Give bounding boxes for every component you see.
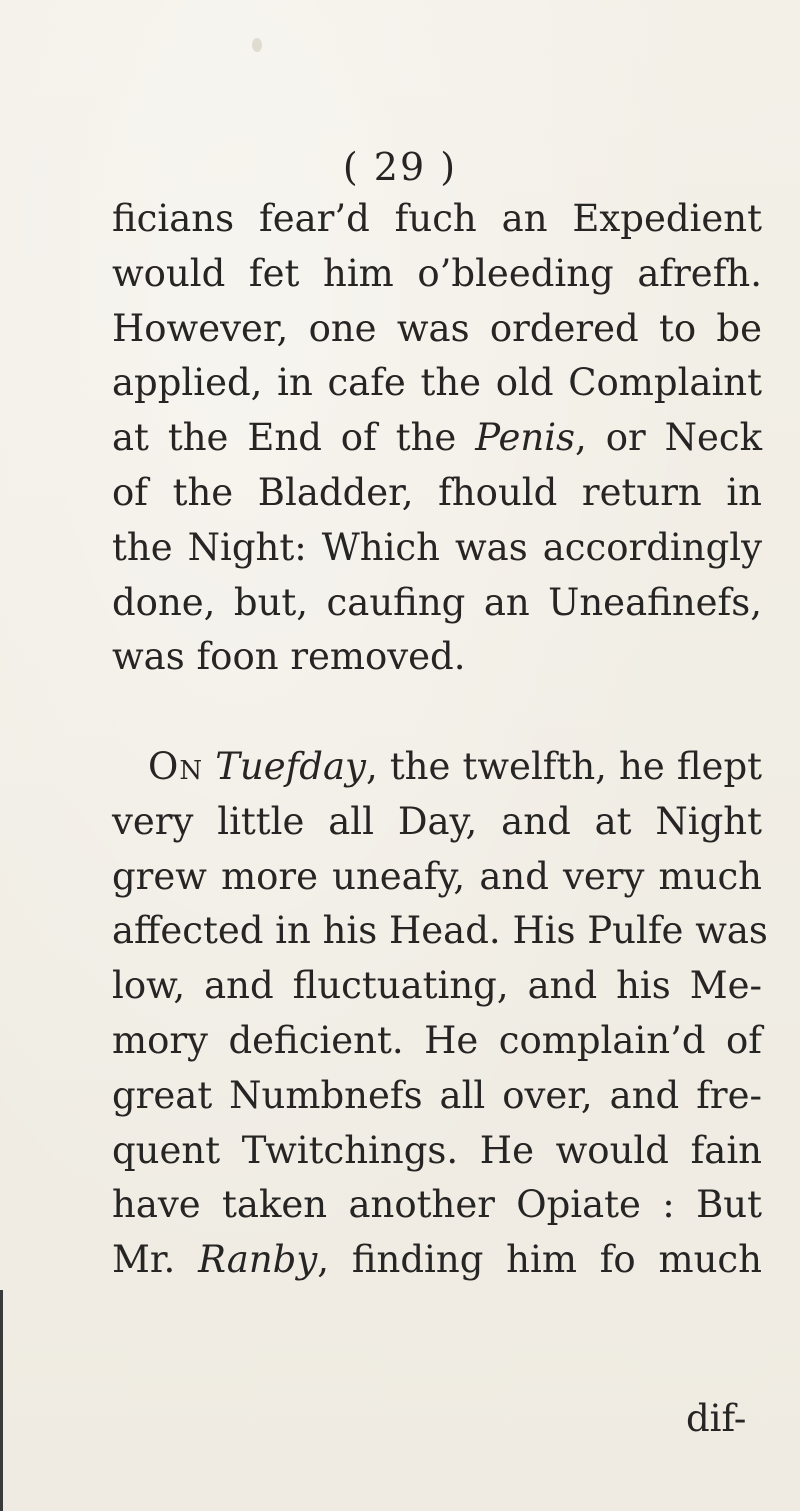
italic-term: Ranby (198, 1238, 318, 1282)
paragraph-1 (112, 192, 762, 685)
page-edge-shadow (0, 1290, 3, 1511)
text-line: mory deficient. He complain’d of (112, 1018, 762, 1062)
text-segment: Mr. (112, 1238, 199, 1282)
italic-term: Tuefday (215, 745, 366, 788)
text-line: the Night: Which was accordingly (112, 525, 762, 569)
text-segment: , finding him fo much (317, 1238, 762, 1282)
text-line (112, 740, 762, 795)
text-line: grew more uneafy, and very much (112, 854, 762, 898)
italic-term: Penis (475, 416, 576, 460)
text-line: great Numbnefs all over, and fre- (112, 1073, 762, 1117)
text-line: would fet him o’bleeding afrefh. (112, 251, 762, 295)
text-line: quent Twitchings. He would fain (112, 1128, 762, 1172)
text-segment: , the twelfth, he flept (365, 745, 762, 788)
text-line (112, 1233, 762, 1288)
page-blemish (252, 38, 262, 52)
text-line: applied, in cafe the old Complaint (112, 361, 762, 405)
text-line: very little all Day, and at Night (112, 799, 762, 843)
catchword: dif- (686, 1397, 747, 1440)
text-line: affected in his Head. His Pulfe was (112, 909, 768, 953)
paragraph-2 (112, 740, 768, 1288)
text-line: However, one was ordered to be (112, 306, 762, 350)
text-line (112, 411, 762, 466)
text-line: ficians fear’d fuch an Expedient (112, 197, 762, 240)
text-line: done, but, caufing an Uneafinefs, (112, 580, 762, 624)
text-line: low, and fluctuating, and his Me- (112, 964, 762, 1008)
text-line: was foon removed. (112, 635, 466, 679)
text-segment (203, 745, 215, 788)
text-line: of the Bladder, fhould return in (112, 470, 762, 514)
small-caps-word: On (148, 745, 204, 788)
text-segment: , or Neck (575, 416, 762, 460)
text-segment: at the End of the (112, 416, 476, 460)
page-number: ( 29 ) (342, 145, 458, 189)
text-line: have taken another Opiate : But (112, 1183, 762, 1227)
